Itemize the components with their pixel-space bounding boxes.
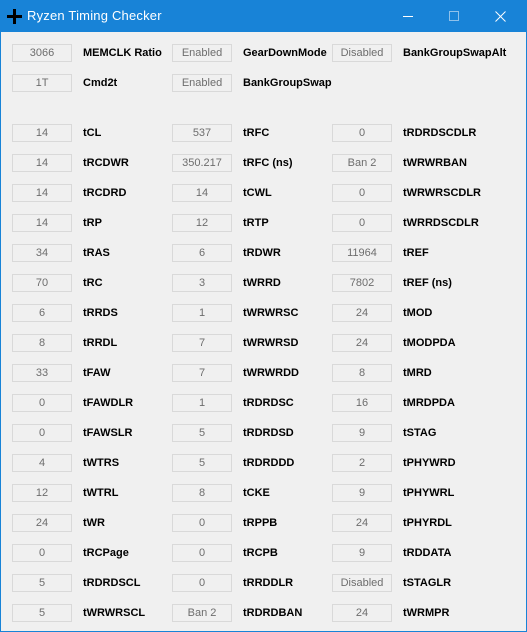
value-field[interactable]: 16 <box>332 394 392 412</box>
value-field[interactable]: 0 <box>332 124 392 142</box>
value-field[interactable]: 14 <box>172 184 232 202</box>
field-label: tMOD <box>403 307 433 319</box>
field-label: tRDRDSCL <box>83 577 141 589</box>
field-label: tRFC (ns) <box>243 157 293 169</box>
field-label: tRP <box>83 217 102 229</box>
value-field[interactable]: 0 <box>172 514 232 532</box>
minimize-button[interactable] <box>385 1 431 32</box>
value-field[interactable]: 9 <box>332 484 392 502</box>
field-label: tWRWRSC <box>243 307 299 319</box>
value-field[interactable]: 6 <box>12 304 72 322</box>
value-field[interactable]: Disabled <box>332 574 392 592</box>
value-field[interactable]: 9 <box>332 424 392 442</box>
maximize-icon <box>449 11 459 21</box>
field-label: tCKE <box>243 487 270 499</box>
value-field[interactable]: 3066 <box>12 44 72 62</box>
value-field[interactable]: 24 <box>332 334 392 352</box>
value-field[interactable]: 24 <box>332 514 392 532</box>
field-label: tRCPage <box>83 547 129 559</box>
value-field[interactable]: 3 <box>172 274 232 292</box>
value-field[interactable]: 0 <box>332 184 392 202</box>
value-field[interactable]: 12 <box>12 484 72 502</box>
value-field[interactable]: 0 <box>12 424 72 442</box>
timing-panel <box>1 32 526 631</box>
value-field[interactable]: 8 <box>172 484 232 502</box>
value-field[interactable]: 4 <box>12 454 72 472</box>
value-field[interactable]: Disabled <box>332 44 392 62</box>
field-label: tWTRL <box>83 487 119 499</box>
field-label: tWRRD <box>243 277 281 289</box>
field-label: tWTRS <box>83 457 120 469</box>
title-bar[interactable] <box>1 1 526 32</box>
value-field[interactable]: 9 <box>332 544 392 562</box>
field-label: tRDWR <box>243 247 281 259</box>
value-field[interactable]: 537 <box>172 124 232 142</box>
field-label: tPHYWRD <box>403 457 456 469</box>
value-field[interactable]: 34 <box>12 244 72 262</box>
field-label: GearDownMode <box>243 47 327 59</box>
field-label: tCWL <box>243 187 272 199</box>
field-label: tRCDRD <box>83 187 127 199</box>
value-field[interactable]: 70 <box>12 274 72 292</box>
app-icon <box>7 9 22 24</box>
field-label: tRDRDBAN <box>243 607 303 619</box>
field-label: tFAWSLR <box>83 427 133 439</box>
field-label: tRDDATA <box>403 547 452 559</box>
maximize-button <box>431 1 477 32</box>
value-field[interactable]: 14 <box>12 124 72 142</box>
value-field[interactable]: 0 <box>12 544 72 562</box>
field-label: tRRDDLR <box>243 577 294 589</box>
field-label: BankGroupSwapAlt <box>403 47 507 59</box>
value-field[interactable]: 0 <box>172 544 232 562</box>
field-label: tRAS <box>83 247 110 259</box>
value-field[interactable]: 5 <box>172 454 232 472</box>
minimize-icon <box>403 16 413 17</box>
value-field[interactable]: Ban 2 <box>332 154 392 172</box>
field-label: tWRMPR <box>403 607 450 619</box>
value-field[interactable]: 1 <box>172 394 232 412</box>
field-label: tPHYRDL <box>403 517 452 529</box>
value-field[interactable]: 0 <box>332 214 392 232</box>
field-label: tMRDPDA <box>403 397 455 409</box>
field-label: Cmd2t <box>83 77 118 89</box>
field-label: tFAW <box>83 367 111 379</box>
field-label: tRRDS <box>83 307 118 319</box>
value-field[interactable]: 24 <box>12 514 72 532</box>
value-field[interactable]: 14 <box>12 154 72 172</box>
field-label: BankGroupSwap <box>243 77 332 89</box>
field-label: tWR <box>83 517 105 529</box>
value-field[interactable]: 0 <box>12 394 72 412</box>
field-label: tRDRDSC <box>243 397 294 409</box>
field-label: tCL <box>83 127 102 139</box>
value-field[interactable]: 11964 <box>332 244 392 262</box>
field-label: tRDRDSD <box>243 427 294 439</box>
field-label: tRDRDDD <box>243 457 295 469</box>
field-label: tPHYWRL <box>403 487 455 499</box>
value-field[interactable]: 8 <box>12 334 72 352</box>
field-label: MEMCLK Ratio <box>83 47 162 59</box>
value-field[interactable]: Enabled <box>172 74 232 92</box>
value-field[interactable]: 5 <box>172 424 232 442</box>
field-label: tRCDWR <box>83 157 129 169</box>
value-field[interactable]: 350.217 <box>172 154 232 172</box>
value-field[interactable]: 14 <box>12 184 72 202</box>
value-field[interactable]: 7 <box>172 334 232 352</box>
field-label: tRTP <box>243 217 269 229</box>
field-label: tWRWRSCL <box>83 607 146 619</box>
field-label: tRFC <box>243 127 270 139</box>
value-field[interactable]: 5 <box>12 604 72 622</box>
field-label: tRC <box>83 277 103 289</box>
field-label: tWRWRSD <box>243 337 299 349</box>
field-label: tRPPB <box>243 517 278 529</box>
value-field[interactable]: 6 <box>172 244 232 262</box>
field-label: tMODPDA <box>403 337 456 349</box>
field-label: tWRWRBAN <box>403 157 467 169</box>
value-field[interactable]: 24 <box>332 604 392 622</box>
value-field[interactable]: 1T <box>12 74 72 92</box>
value-field[interactable]: 2 <box>332 454 392 472</box>
field-label: tREF <box>403 247 429 259</box>
value-field[interactable]: 14 <box>12 214 72 232</box>
field-label: tRCPB <box>243 547 278 559</box>
value-field[interactable]: Enabled <box>172 44 232 62</box>
value-field[interactable]: 8 <box>332 364 392 382</box>
value-field[interactable]: 24 <box>332 304 392 322</box>
field-label: tWRWRSCDLR <box>403 187 482 199</box>
value-field[interactable]: 7 <box>172 364 232 382</box>
field-label: tRRDL <box>83 337 118 349</box>
field-label: tRDRDSCDLR <box>403 127 477 139</box>
field-label: tWRRDSCDLR <box>403 217 479 229</box>
value-field[interactable]: 33 <box>12 364 72 382</box>
value-field[interactable]: 5 <box>12 574 72 592</box>
field-label: tFAWDLR <box>83 397 134 409</box>
value-field[interactable]: 1 <box>172 304 232 322</box>
value-field[interactable]: 12 <box>172 214 232 232</box>
field-label: tREF (ns) <box>403 277 452 289</box>
value-field[interactable]: 0 <box>172 574 232 592</box>
close-icon <box>495 11 506 22</box>
field-label: tWRWRDD <box>243 367 300 379</box>
value-field[interactable]: 7802 <box>332 274 392 292</box>
field-label: tSTAGLR <box>403 577 452 589</box>
field-label: tSTAG <box>403 427 437 439</box>
close-button[interactable] <box>477 1 523 32</box>
window-title: Ryzen Timing Checker <box>27 8 162 23</box>
field-label: tMRD <box>403 367 432 379</box>
value-field[interactable]: Ban 2 <box>172 604 232 622</box>
